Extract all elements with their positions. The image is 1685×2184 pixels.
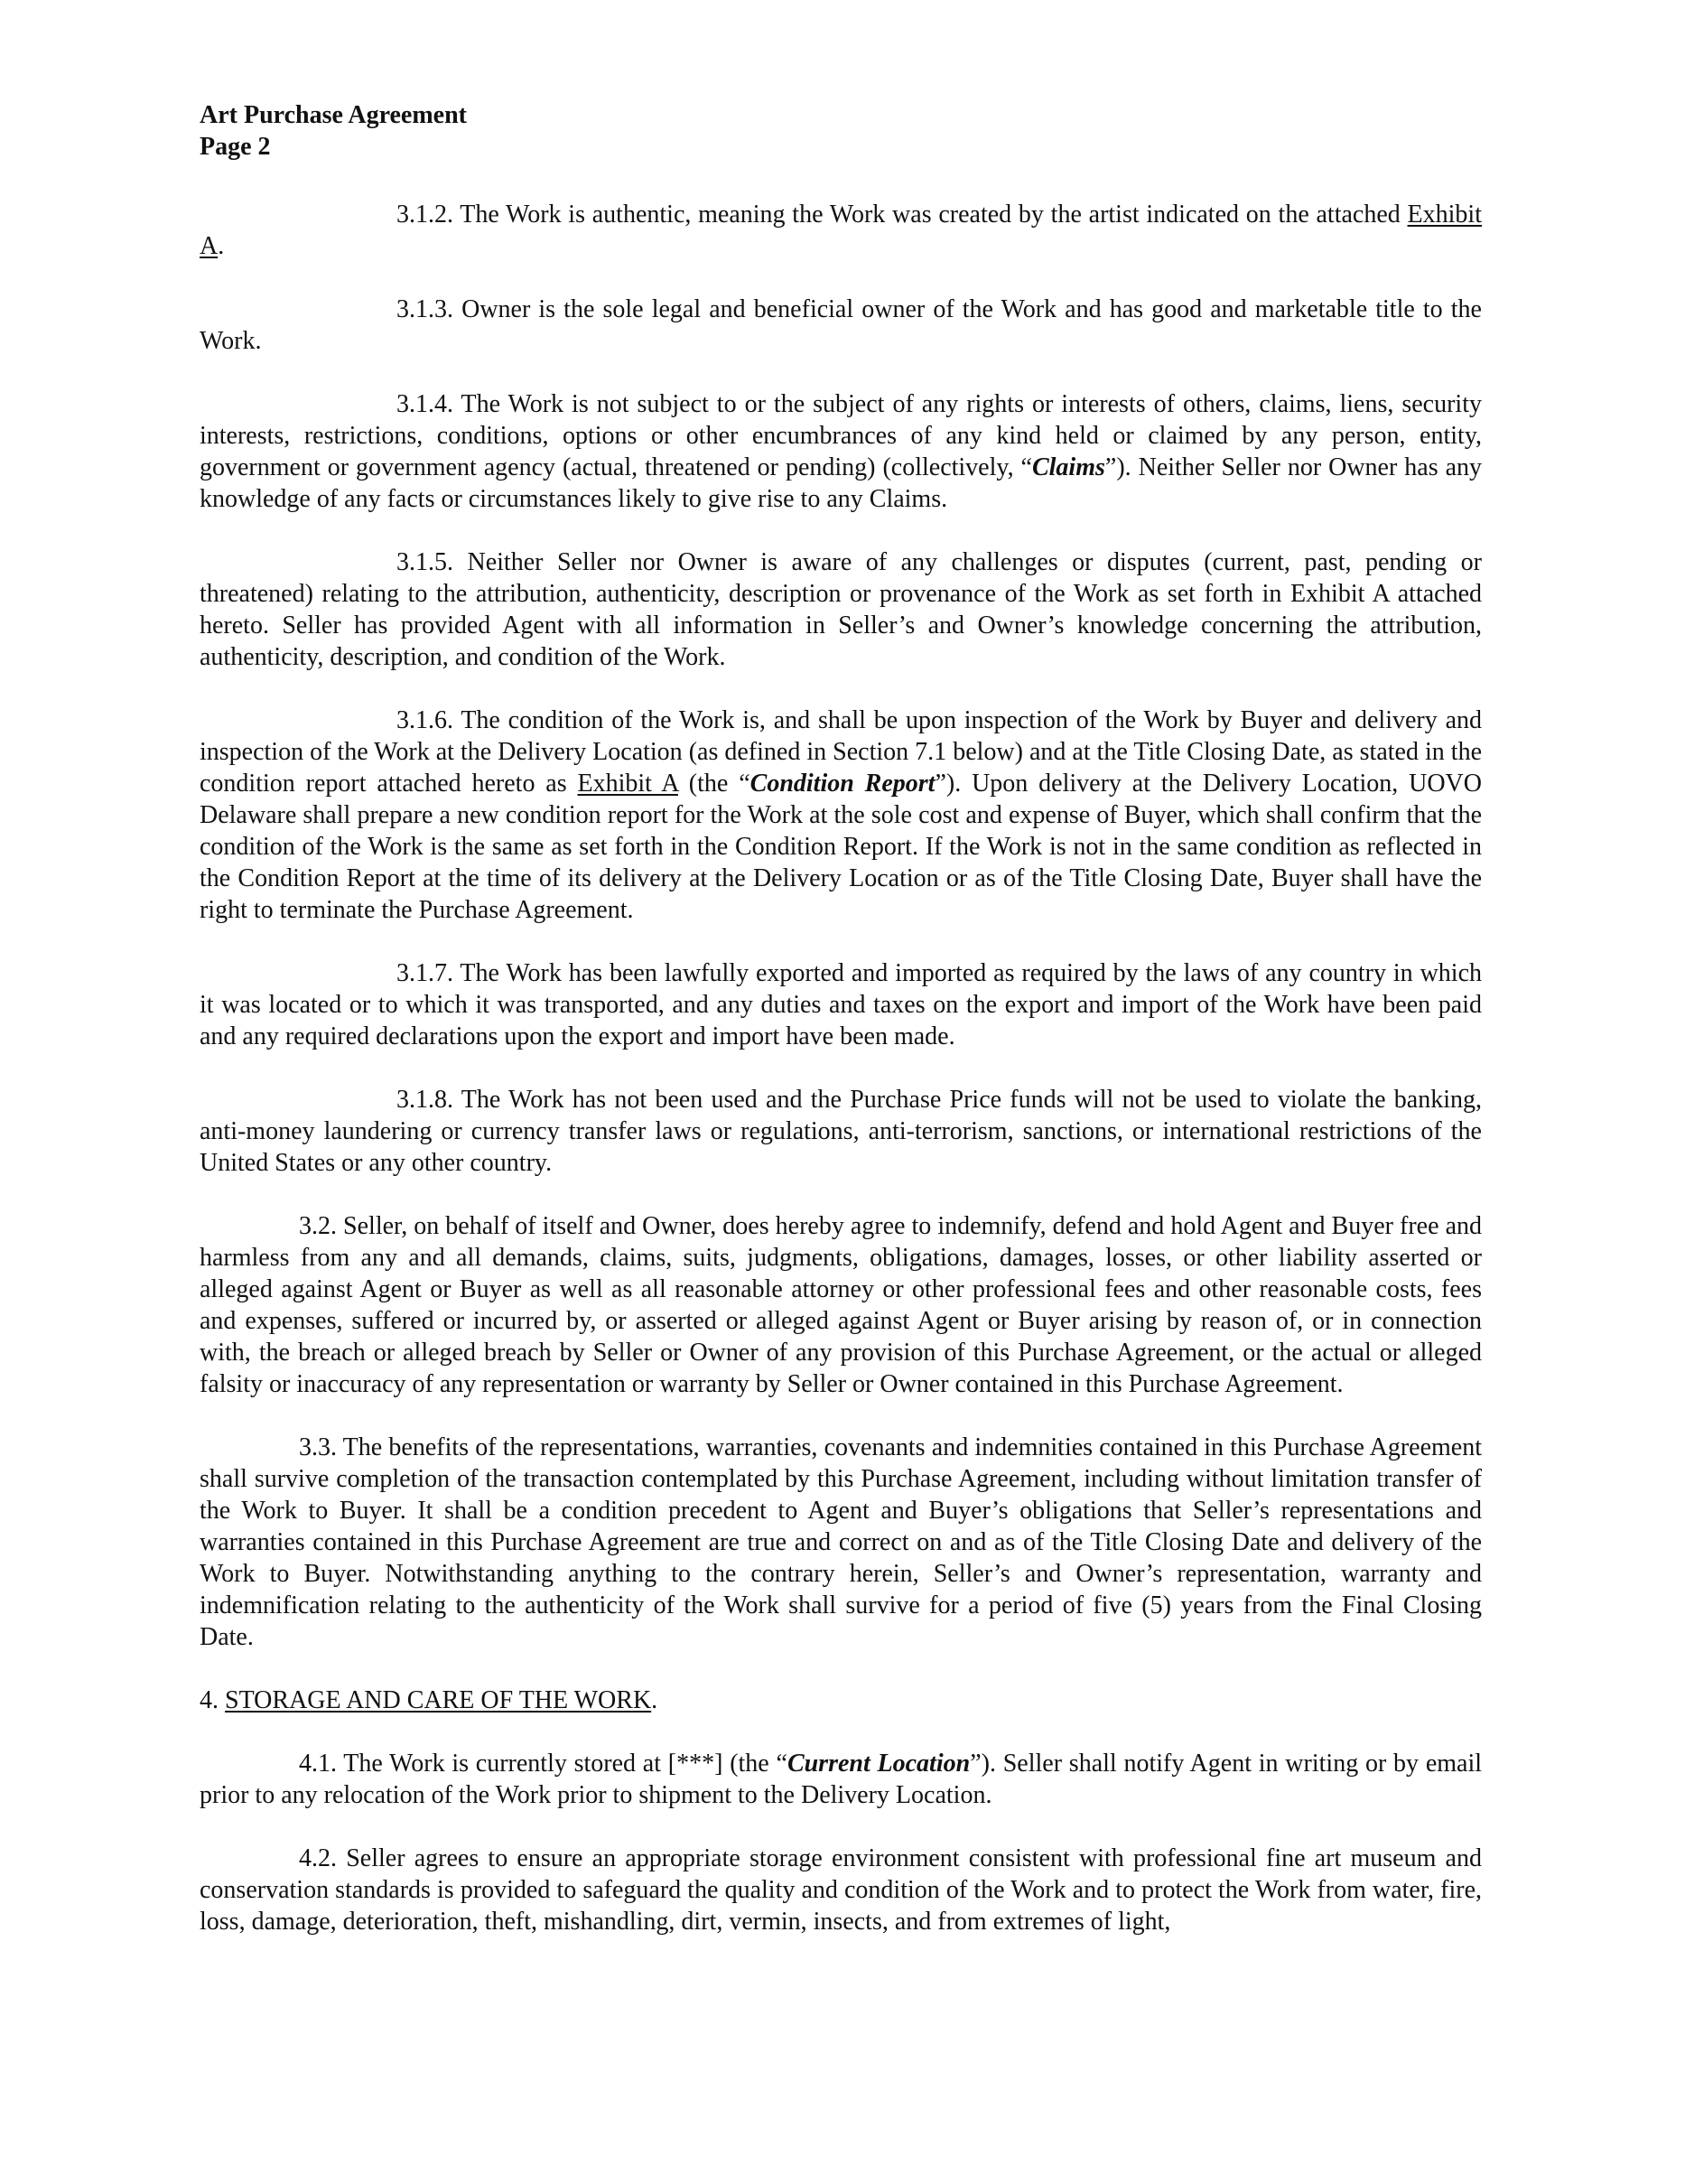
section-3-1-6-text-end: ”). Upon delivery at the Delivery Location, UOVO Delaware shall prepare a new condition report for the Work at the sole cost and expense of Buyer, which shall confirm that the condition of the Work is the same as set forth in the Condition Report. If the Work is not in the same condition as reflected in the Condition Report at the time of its delivery at the Delivery Location or as of the Title Closing Date, Buyer shall have the right to terminate the Purchase Agreement.: [200, 770, 1482, 924]
section-4-1-text: 4.1. The Work is currently stored at [***] (the “: [299, 1750, 787, 1778]
section-3-1-2: [200, 199, 1482, 262]
section-3-1-6-text-mid: (the “: [677, 770, 750, 798]
section-3-1-4-text-end: ”). Neither Seller nor Owner has any knowledge of any facts or circumstances likely to give rise to any Claims.: [200, 453, 1482, 513]
section-3-1-2-end: .: [218, 232, 225, 260]
section-4-heading: [200, 1685, 1482, 1716]
section-3-2: 3.2. Seller, on behalf of itself and Owner, does hereby agree to indemnify, defend and hold Agent and Buyer free and harmless from any and all demands, claims, suits, judgments, obligations, damages, losses, or other liability asserted or alleged against Agent or Buyer as well as all reasonable attorney or other professional fees and other reasonable costs, fees and expenses, suffered or incurred by, or asserted or alleged against Agent or Buyer arising by reason of, or in connection with, the breach or alleged breach by Seller or Owner of any provision of this Purchase Agreement, or the actual or alleged falsity or inaccuracy of any representation or warranty by Seller or Owner contained in this Purchase Agreement.: [200, 1212, 1482, 1398]
section-3-1-4-text: 3.1.4. The Work is not subject to or the subject of any rights or interests of others, claims, liens, security interests, restrictions, conditions, options or other encumbrances of any kind held or claimed by any person, entity, government or government agency (actual, threatened or pending) (collectively, “: [200, 390, 1482, 481]
exhibit-a-reference: Exhibit A: [200, 201, 1482, 260]
section-3-1-8: 3.1.8. The Work has not been used and the Purchase Price funds will not be used to violate the banking, anti-money laundering or currency transfer laws or regulations, anti-terrorism, sanctions, or international restrictions of the United States or any other country.: [200, 1086, 1482, 1177]
section-3-1-5: 3.1.5. Neither Seller nor Owner is aware of any challenges or disputes (current, past, pending or threatened) relating to the attribution, authenticity, description or provenance of the Work as set forth in Exhibit A attached hereto. Seller has provided Agent with all information in Seller’s and Owner’s knowledge concerning the attribution, authenticity, description, and condition of the Work.: [200, 548, 1482, 671]
section-3-3: 3.3. The benefits of the representations, warranties, covenants and indemnities contained in this Purchase Agreement shall survive completion of the transaction contemplated by this Purchase Agreement, including without limitation transfer of the Work to Buyer. It shall be a condition precedent to Agent and Buyer’s obligations that Seller’s representations and warranties contained in this Purchase Agreement are true and correct on and as of the Title Closing Date and delivery of the Work to Buyer. Notwithstanding anything to the contrary herein, Seller’s and Owner’s representation, warranty and indemnification relating to the authenticity of the Work shall survive for a period of five (5) years from the Final Closing Date.: [200, 1433, 1482, 1651]
defined-term-claims: Claims: [1031, 453, 1105, 481]
exhibit-a-reference: Exhibit A: [577, 770, 678, 798]
document-body: [200, 199, 1482, 1969]
section-4-1-text-end: ”). Seller shall notify Agent in writing or by email prior to any relocation of the Work prior to shipment to the Delivery Location.: [200, 1750, 1483, 1809]
page-header: [200, 99, 467, 163]
section-4-period: .: [651, 1686, 658, 1714]
section-3-1-2-text: 3.1.2. The Work is authentic, meaning the Work was created by the artist indicated on the attached: [396, 201, 1408, 229]
defined-term-condition-report: Condition Report: [749, 770, 936, 798]
section-3-1-6: [200, 705, 1482, 926]
page-number: Page 2: [200, 133, 271, 161]
section-4-title: STORAGE AND CARE OF THE WORK: [225, 1686, 652, 1714]
defined-term-current-location: Current Location: [787, 1750, 971, 1778]
section-3-1-4: [200, 388, 1482, 515]
section-4-number: 4.: [200, 1686, 225, 1714]
document-title: Art Purchase Agreement: [200, 101, 467, 129]
section-4-1: [200, 1748, 1482, 1811]
section-4-2: 4.2. Seller agrees to ensure an appropriate storage environment consistent with professional fine art museum and conservation standards is provided to safeguard the quality and condition of the Work and to protect the Work from water, fire, loss, damage, deterioration, theft, mishandling, dirt, vermin, insects, and from extremes of light,: [200, 1844, 1482, 1936]
section-3-1-3: 3.1.3. Owner is the sole legal and beneficial owner of the Work and has good and marketable title to the Work.: [200, 295, 1482, 355]
section-3-1-6-text: 3.1.6. The condition of the Work is, and shall be upon inspection of the Work by Buyer and delivery and inspection of the Work at the Delivery Location (as defined in Section 7.1 below) and at the Title Closing Date, as stated in the condition report attached hereto as: [200, 706, 1482, 798]
section-3-1-7: 3.1.7. The Work has been lawfully exported and imported as required by the laws of any country in which it was located or to which it was transported, and any duties and taxes on the export and import of the Work have been paid and any required declarations upon the export and import have been made.: [200, 959, 1482, 1050]
